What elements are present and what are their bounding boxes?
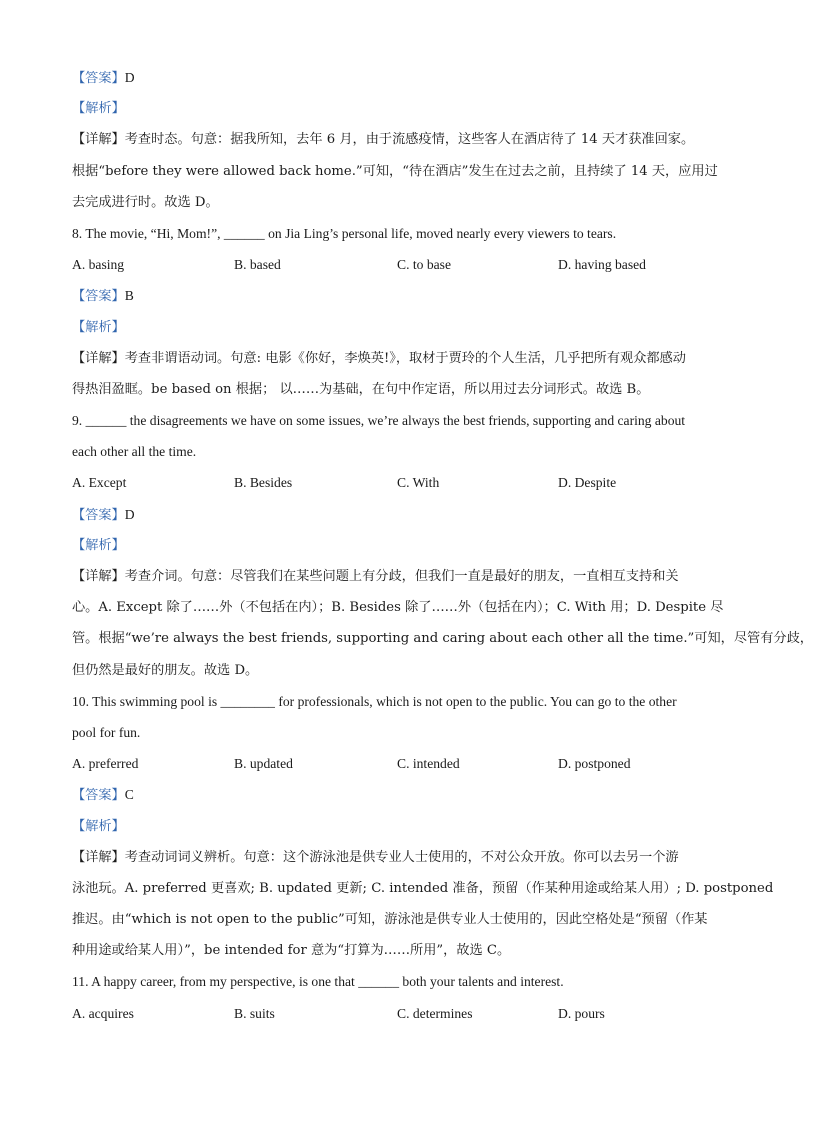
document-page (72, 62, 813, 1029)
option-d: D. pours (558, 1005, 605, 1021)
option-c: C. intended (397, 756, 460, 772)
answer-label: 【答案】 (72, 788, 125, 804)
answer-value: D (124, 70, 135, 85)
detail-line: 心。A. Except 除了……外（不包括在内）；B. Besides 除了……外（包括在内）；C. With 用；D. Despite 尽 (72, 600, 724, 616)
analysis-label: 解析 (85, 537, 112, 553)
option-a: A. Except (72, 475, 127, 491)
analysis-line (72, 312, 724, 343)
options-row (72, 748, 724, 779)
option-a: A. preferred (72, 756, 139, 772)
answer-value: D (124, 506, 135, 522)
option-b: B. based (234, 257, 281, 273)
analysis-line (72, 93, 724, 124)
option-a: A. basing (72, 257, 125, 273)
option-b: B. Besides (234, 475, 293, 491)
bracket-open: 【 (72, 818, 86, 834)
bracket-close: 】 (111, 818, 125, 834)
bracket-open: 【 (72, 101, 86, 117)
answer-value: B (124, 288, 134, 304)
analysis-label: 解析 (85, 101, 112, 117)
option-c: C. determines (397, 1005, 473, 1021)
detail-line: 得热泪盈眶。be based on 根据； 以……为基础，在句中作定语，所以用过去分词形式。故选 B。 (72, 381, 650, 397)
detail-line: 根据“before they were allowed back home.”可知，“待在酒店”发生在过去之前，且持续了 14 天，应用过 (72, 163, 718, 179)
answer-line (72, 280, 724, 311)
options-row (72, 998, 724, 1029)
question-stem: 10. This swimming pool is ________ for professionals, which is not open to the public. You can go to the other (72, 693, 677, 709)
detail-line: 【详解】考查时态。句意：据我所知，去年 6 月，由于流感疫情，这些客人在酒店待了 14 天才获准回家。 (72, 132, 695, 148)
detail-line: 【详解】考查非谓语动词。句意: 电影《你好，李焕英!》，取材于贾玲的个人生活，几乎把所有观众都感动 (72, 350, 686, 366)
detail-line: 管。根据“we’re always the best friends, supporting and caring about each other all the time.”可知，尽管有分歧， (72, 631, 813, 647)
answer-label: 【答案】 (72, 289, 125, 305)
option-c: C. With (397, 475, 440, 491)
analysis-line (72, 530, 724, 561)
options-row (72, 249, 724, 280)
option-a: A. acquires (72, 1005, 134, 1021)
answer-line (72, 62, 724, 93)
answer-value: C (124, 787, 134, 803)
question-stem: 11. A happy career, from my perspective, is one that ______ both your talents and interest. (72, 974, 564, 990)
option-b: B. updated (234, 756, 293, 772)
detail-line: 【详解】考查动词词义辨析。句意：这个游泳池是供专业人士使用的，不对公众开放。你可以去另一个游 (72, 849, 679, 865)
detail-line: 但仍然是最好的朋友。故选 D。 (72, 662, 259, 678)
bracket-open: 【 (72, 319, 86, 335)
detail-line: 【详解】考查介词。句意：尽管我们在某些问题上有分歧，但我们一直是最好的朋友，一直相互支持和关 (72, 569, 679, 584)
option-c: C. to base (397, 257, 451, 273)
analysis-label: 解析 (85, 818, 112, 834)
answer-line (72, 779, 724, 810)
detail-line: 去完成进行时。故选 D。 (72, 194, 219, 210)
option-b: B. suits (234, 1005, 275, 1021)
answer-label: 【答案】 (72, 71, 125, 86)
detail-line: 种用途或给某人用）”，be intended for 意为“打算为……所用”，故选 C。 (72, 943, 511, 959)
option-d: D. Despite (558, 475, 617, 491)
question-stem: 9. ______ the disagreements we have on some issues, we’re always the best friends, supporting and caring about (72, 413, 686, 429)
analysis-line (72, 811, 724, 842)
detail-line: 泳池玩。A. preferred 更喜欢; B. updated 更新; C. intended 准备，预留（作某种用途或给某人用）; D. postponed (72, 880, 774, 896)
option-d: D. having based (558, 257, 646, 273)
answer-line (72, 499, 724, 530)
bracket-close: 】 (111, 319, 125, 335)
options-row (72, 467, 724, 498)
analysis-label: 解析 (85, 319, 112, 335)
question-stem: each other all the time. (72, 444, 197, 460)
bracket-close: 】 (111, 537, 125, 553)
answer-label: 【答案】 (72, 507, 125, 523)
detail-line: 推迟。由“which is not open to the public”可知，游泳池是供专业人士使用的，因此空格处是“预留（作某 (72, 912, 708, 928)
option-d: D. postponed (558, 756, 631, 772)
question-stem: 8. The movie, “Hi, Mom!”, ______ on Jia Ling’s personal life, moved nearly every viewers to tears. (72, 225, 617, 241)
bracket-open: 【 (72, 537, 86, 553)
question-stem: pool for fun. (72, 724, 141, 740)
bracket-close: 】 (111, 101, 125, 117)
